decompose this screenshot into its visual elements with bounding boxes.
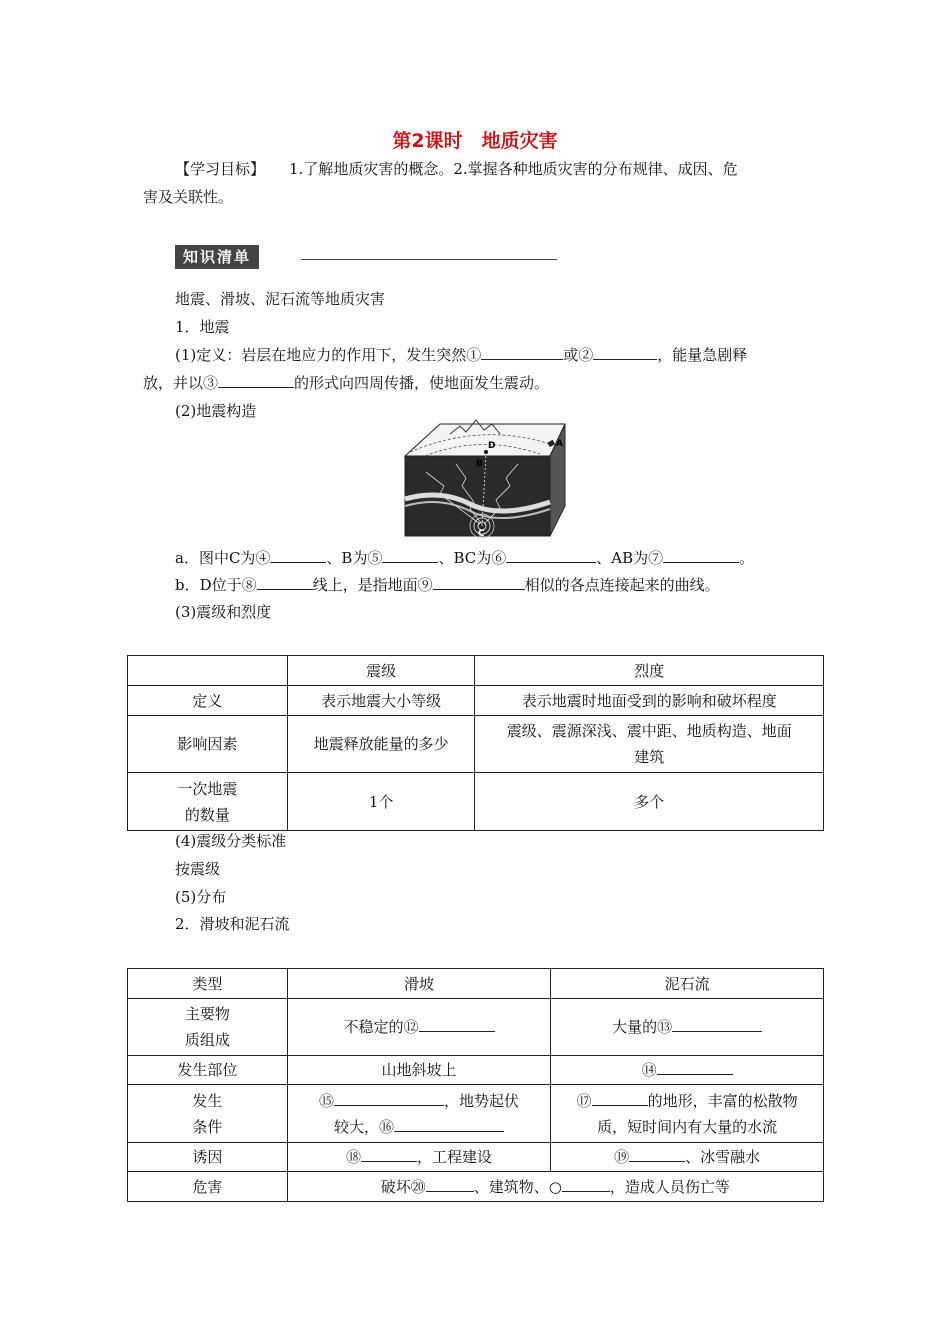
cell-line: 建筑 [634, 748, 665, 766]
question-a [175, 548, 754, 568]
objectives-line-1 [175, 159, 738, 179]
cell-text: ⑮ [319, 1091, 335, 1110]
objectives-label: 【学习目标】 [175, 160, 266, 178]
cell-text: 不稳定的⑫ [343, 1018, 419, 1036]
table-cell [128, 656, 288, 686]
by-magnitude: 按震级 [175, 860, 221, 878]
blank-4[interactable] [270, 548, 326, 563]
cell-line [557, 1088, 817, 1114]
blank-12[interactable] [419, 1017, 495, 1032]
cell-line: 主要物 [184, 1005, 230, 1023]
table-cell: 定义 [128, 686, 288, 716]
blank-8[interactable] [257, 575, 313, 590]
table-row [128, 1056, 824, 1085]
blank-14[interactable] [657, 1060, 733, 1075]
table-cell [128, 1085, 288, 1143]
cell-text: ，地势起伏 [444, 1091, 520, 1110]
banner-rule [301, 259, 557, 260]
knowledge-banner [175, 245, 259, 269]
table-cell [287, 1143, 551, 1172]
question-text: 。 [739, 549, 755, 567]
cell-text: ，造成人员伤亡等 [609, 1177, 730, 1196]
cell-text: 破坏⑳ [380, 1177, 426, 1196]
blank-9[interactable] [433, 575, 525, 590]
table-row [128, 716, 824, 773]
distribution-heading: (5)分布 [175, 888, 227, 906]
table-cell [551, 1143, 824, 1172]
blank-13[interactable] [672, 1017, 762, 1032]
objectives-text: 1.了解地质灾害的概念。2.掌握各种地质灾害的分布规律、成因、危 [289, 160, 738, 178]
landslide-debris-table [127, 968, 824, 1202]
blank-18[interactable] [361, 1147, 417, 1162]
table-cell [128, 773, 288, 831]
question-text: 、BC为⑥ [438, 549, 507, 567]
blank-16[interactable] [394, 1117, 504, 1132]
magnitude-heading: (3)震级和烈度 [175, 603, 272, 621]
table-cell: 山地斜坡上 [287, 1056, 551, 1085]
table-cell [287, 999, 551, 1056]
blank-20[interactable] [426, 1177, 474, 1192]
label-b: B [476, 459, 483, 469]
blank-3[interactable] [218, 373, 294, 388]
cell-line: 质，短时间内有大量的水流 [597, 1117, 778, 1136]
table-cell: 表示地震时地面受到的影响和破坏程度 [475, 686, 824, 716]
label-c: C [478, 529, 485, 539]
cell-line [294, 1088, 545, 1114]
magnitude-intensity-table [127, 655, 824, 831]
table-cell: 烈度 [475, 656, 824, 686]
table-cell: 多个 [475, 773, 824, 831]
cell-line: 的数量 [184, 805, 230, 824]
table-cell [551, 1085, 824, 1143]
cell-text: 的地形，丰富的松散物 [647, 1091, 798, 1110]
cell-text: 、建筑物、○ [473, 1177, 562, 1196]
table-cell: 危害 [128, 1172, 288, 1202]
blank-7[interactable] [663, 548, 739, 563]
definition-line-2 [143, 373, 549, 393]
cell-text: 较大，⑯ [334, 1117, 395, 1136]
blank-5[interactable] [382, 548, 438, 563]
question-text: a．图中C为④ [175, 549, 271, 567]
cell-text: ⑭ [641, 1061, 657, 1079]
table-header-row [128, 969, 824, 999]
table-cell [287, 1172, 823, 1202]
cell-line: 质组成 [184, 1031, 230, 1049]
label-d: D [488, 441, 496, 451]
blank-1[interactable] [481, 345, 563, 360]
cell-line: 震级、震源深浅、震中距、地质构造、地面 [506, 722, 792, 740]
table-cell [128, 999, 288, 1056]
table-row [128, 1143, 824, 1172]
cell-text: 大量的⑬ [612, 1018, 673, 1036]
table-cell: 发生部位 [128, 1056, 288, 1085]
cell-text: ⑲ [614, 1148, 630, 1166]
table-row [128, 773, 824, 831]
table-cell [551, 999, 824, 1056]
table-row [128, 1172, 824, 1202]
blank-21[interactable] [562, 1177, 610, 1192]
table-cell: 影响因素 [128, 716, 288, 773]
table-cell: 类型 [128, 969, 288, 999]
cell-text: ，工程建设 [417, 1148, 493, 1166]
table-cell: 诱因 [128, 1143, 288, 1172]
label-a: A [556, 439, 563, 449]
definition-text: ，能量急剧释 [657, 346, 748, 364]
table-header-row [128, 656, 824, 686]
table-cell: 滑坡 [287, 969, 551, 999]
question-text: 线上，是指地面⑨ [312, 576, 433, 594]
table-row [128, 1085, 824, 1143]
table-cell: 地震释放能量的多少 [287, 716, 475, 773]
cell-text: 、冰雪融水 [685, 1148, 761, 1166]
page-title: 第2课时 地质灾害 [392, 130, 558, 152]
section-heading: 地震、滑坡、泥石流等地质灾害 [175, 290, 386, 308]
definition-line-1 [175, 345, 747, 365]
cell-line: 条件 [192, 1117, 223, 1136]
cell-line: 发生 [192, 1091, 223, 1110]
table-cell: 泥石流 [551, 969, 824, 999]
cell-line [294, 1114, 545, 1140]
earthquake-structure-diagram [400, 414, 570, 542]
earthquake-heading: 1．地震 [175, 318, 230, 336]
question-text: 、AB为⑦ [596, 549, 664, 567]
table-cell [475, 716, 824, 773]
definition-text: (1)定义：岩层在地应力的作用下，发生突然① [175, 346, 482, 364]
table-cell: 1个 [287, 773, 475, 831]
blank-6[interactable] [506, 548, 596, 563]
blank-2[interactable] [593, 345, 657, 360]
definition-text: 的形式向四周传播，使地面发生震动。 [294, 374, 550, 392]
table-cell: 表示地震大小等级 [287, 686, 475, 716]
cell-text: ⑰ [576, 1091, 592, 1110]
objectives-line-2: 害及关联性。 [143, 188, 234, 206]
classification-heading: (4)震级分类标准 [175, 832, 287, 850]
structure-heading: (2)地震构造 [175, 402, 257, 420]
table-cell [551, 1056, 824, 1085]
table-cell [287, 1085, 551, 1143]
table-cell: 震级 [287, 656, 475, 686]
question-text: 相似的各点连接起来的曲线。 [524, 576, 720, 594]
table-row [128, 686, 824, 716]
blank-15[interactable] [334, 1091, 444, 1106]
cell-line: 一次地震 [177, 779, 238, 798]
cell-text: ⑱ [346, 1148, 362, 1166]
definition-text: 放，并以③ [143, 374, 219, 392]
question-text: 、B为⑤ [326, 549, 383, 567]
definition-text: 或② [563, 346, 594, 364]
landslide-heading: 2．滑坡和泥石流 [175, 915, 290, 933]
table-row [128, 999, 824, 1056]
banner-label: 知识清单 [175, 245, 259, 269]
blank-19[interactable] [629, 1147, 685, 1162]
question-b [175, 575, 720, 595]
blank-17[interactable] [592, 1091, 648, 1106]
banner-dot-icon [282, 252, 292, 262]
question-text: b．D位于⑧ [175, 576, 257, 594]
